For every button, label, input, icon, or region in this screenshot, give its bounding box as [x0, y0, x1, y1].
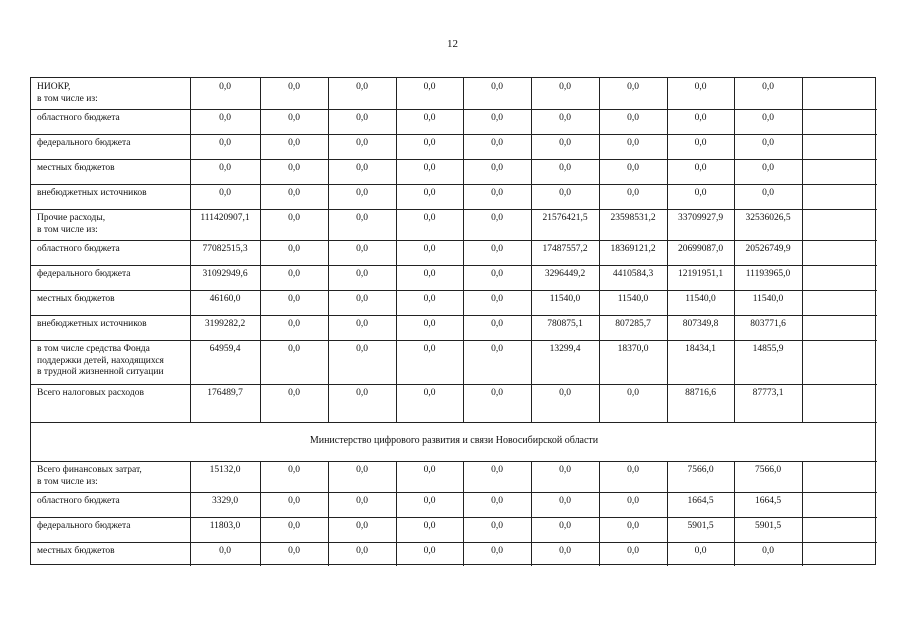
table-cell: 0,0 [356, 163, 368, 173]
table-cell: 21576421,5 [542, 213, 588, 223]
table-cell: 0,0 [559, 546, 571, 556]
table-cell: 0,0 [288, 521, 300, 531]
table-cell: 11540,0 [685, 294, 716, 304]
table-cell: 0,0 [762, 138, 774, 148]
table-cell: 3296449,2 [544, 269, 586, 279]
table-cell: 0,0 [423, 213, 436, 223]
table-cell: 803771,6 [750, 319, 786, 329]
table-cell: 32536026,5 [745, 213, 791, 223]
row-rule [31, 542, 877, 543]
table-cell: 0,0 [491, 465, 503, 475]
table-cell: 14855,9 [752, 344, 784, 354]
table-cell: 0,0 [356, 213, 368, 223]
table-cell: 0,0 [491, 521, 503, 531]
table-cell: 64959,4 [209, 344, 241, 354]
table-cell: 0,0 [491, 344, 503, 354]
table-cell: 0,0 [288, 163, 300, 173]
row-rule [31, 315, 877, 316]
row-label: НИОКР, в том числе из: [37, 82, 98, 104]
table-cell: 0,0 [559, 388, 571, 398]
row-rule [31, 422, 877, 423]
table-cell: 0,0 [288, 344, 300, 354]
table-cell: 0,0 [491, 546, 503, 556]
column-rule [734, 78, 735, 422]
row-label: федерального бюджета [37, 269, 131, 279]
table-cell: 0,0 [423, 546, 436, 556]
table-cell: 0,0 [627, 138, 639, 148]
row-label: в том числе средства Фонда поддержки детей, находящихся в трудной жизненной ситуации [37, 344, 164, 377]
table-cell: 0,0 [627, 496, 639, 506]
row-label: областного бюджета [37, 496, 120, 506]
table-cell: 0,0 [423, 244, 436, 254]
table-cell: 0,0 [491, 269, 503, 279]
row-rule [31, 184, 877, 185]
table-cell: 12191951,1 [677, 269, 724, 279]
column-rule [667, 78, 668, 422]
table-cell: 0,0 [356, 244, 368, 254]
table-cell: 0,0 [288, 388, 300, 398]
table-cell: 87773,1 [752, 388, 784, 398]
table-cell: 0,0 [491, 82, 503, 92]
table-cell: 0,0 [356, 138, 368, 148]
table-cell: 0,0 [423, 294, 436, 304]
table-cell: 15132,0 [209, 465, 241, 475]
row-rule [31, 209, 877, 210]
table-cell: 0,0 [423, 188, 436, 198]
row-rule [31, 290, 877, 291]
table-cell: 0,0 [762, 188, 774, 198]
table-cell: 0,0 [356, 465, 368, 475]
table-cell: 0,0 [288, 269, 300, 279]
row-rule [31, 384, 877, 385]
row-label: Всего налоговых расходов [37, 388, 144, 398]
table-cell: 0,0 [762, 113, 774, 123]
column-rule [463, 78, 464, 422]
table-cell: 0,0 [288, 319, 300, 329]
table-cell: 0,0 [694, 546, 707, 556]
table-cell: 11803,0 [209, 521, 241, 531]
table-cell: 0,0 [288, 113, 300, 123]
table-cell: 0,0 [356, 294, 368, 304]
column-rule [190, 461, 191, 566]
table-cell: 7566,0 [687, 465, 714, 475]
column-rule [396, 461, 397, 566]
table-cell: 0,0 [559, 521, 571, 531]
table-cell: 0,0 [491, 113, 503, 123]
table-cell: 0,0 [288, 465, 300, 475]
row-rule [31, 134, 877, 135]
table-cell: 0,0 [423, 465, 436, 475]
row-rule [31, 340, 877, 341]
table-cell: 1664,5 [754, 496, 782, 506]
column-rule [734, 461, 735, 566]
row-rule [31, 517, 877, 518]
table-cell: 0,0 [356, 388, 368, 398]
table-cell: 0,0 [762, 546, 774, 556]
table-cell: 0,0 [356, 188, 368, 198]
table-cell: 3329,0 [211, 496, 239, 506]
row-rule [31, 159, 877, 160]
table-cell: 0,0 [694, 138, 707, 148]
table-cell: 0,0 [423, 496, 436, 506]
table-cell: 0,0 [356, 269, 368, 279]
row-label: местных бюджетов [37, 163, 115, 173]
table-cell: 0,0 [219, 113, 231, 123]
table-cell: 0,0 [219, 138, 231, 148]
table-cell: 780875,1 [547, 319, 583, 329]
table-cell: 0,0 [559, 465, 571, 475]
table-cell: 0,0 [423, 138, 436, 148]
table-cell: 11540,0 [617, 294, 649, 304]
table-cell: 0,0 [356, 319, 368, 329]
table-cell: 807349,8 [682, 319, 719, 329]
table-cell: 0,0 [219, 82, 231, 92]
table-cell: 0,0 [219, 546, 231, 556]
table-cell: 20526749,9 [745, 244, 791, 254]
table-cell: 33709927,9 [677, 213, 724, 223]
column-rule [599, 461, 600, 566]
table-cell: 31092949,6 [202, 269, 248, 279]
column-rule [531, 78, 532, 422]
table-cell: 18370,0 [617, 344, 649, 354]
column-rule [531, 461, 532, 566]
table-cell: 5901,5 [687, 521, 714, 531]
table-cell: 0,0 [423, 269, 436, 279]
table-cell: 0,0 [423, 521, 436, 531]
table-cell: 4410584,3 [612, 269, 654, 279]
table-cell: 7566,0 [754, 465, 782, 475]
table-cell: 0,0 [559, 82, 571, 92]
row-label: областного бюджета [37, 113, 120, 123]
table-cell: 0,0 [288, 294, 300, 304]
table-cell: 0,0 [491, 188, 503, 198]
table-cell: 0,0 [694, 163, 707, 173]
table-cell: 0,0 [356, 521, 368, 531]
column-rule [802, 461, 803, 566]
column-rule [190, 78, 191, 422]
row-label: местных бюджетов [37, 294, 115, 304]
column-rule [328, 461, 329, 566]
table-cell: 46160,0 [209, 294, 241, 304]
column-rule [599, 78, 600, 422]
row-rule [31, 109, 877, 110]
table-cell: 0,0 [356, 113, 368, 123]
table-cell: 0,0 [627, 188, 639, 198]
table-cell: 0,0 [423, 319, 436, 329]
table-cell: 176489,7 [207, 388, 243, 398]
table-cell: 0,0 [288, 244, 300, 254]
table-cell: 0,0 [627, 521, 639, 531]
table-cell: 17487557,2 [542, 244, 588, 254]
row-rule [31, 492, 877, 493]
table-cell: 0,0 [627, 82, 639, 92]
table-cell: 0,0 [356, 344, 368, 354]
row-label: местных бюджетов [37, 546, 115, 556]
column-rule [396, 78, 397, 422]
table-cell: 0,0 [491, 138, 503, 148]
table-cell: 0,0 [627, 546, 639, 556]
table-cell: 0,0 [694, 188, 707, 198]
row-label: федерального бюджета [37, 138, 131, 148]
table-cell: 0,0 [627, 113, 639, 123]
row-rule [31, 240, 877, 241]
table-cell: 5901,5 [754, 521, 782, 531]
table-cell: 0,0 [559, 188, 571, 198]
table-cell: 1664,5 [687, 496, 714, 506]
table-cell: 0,0 [491, 496, 503, 506]
table-cell: 0,0 [288, 213, 300, 223]
table-cell: 0,0 [762, 82, 774, 92]
table-cell: 23598531,2 [610, 213, 656, 223]
column-rule [667, 461, 668, 566]
table-cell: 0,0 [559, 138, 571, 148]
column-rule [260, 461, 261, 566]
table-cell: 0,0 [423, 163, 436, 173]
table-cell: 0,0 [288, 188, 300, 198]
table-cell: 0,0 [559, 496, 571, 506]
budget-table [30, 77, 876, 565]
page-number: 12 [447, 38, 458, 50]
table-cell: 0,0 [356, 496, 368, 506]
table-cell: 20699087,0 [677, 244, 724, 254]
table-cell: 0,0 [627, 465, 639, 475]
table-cell: 18369121,2 [610, 244, 656, 254]
row-label: областного бюджета [37, 244, 120, 254]
column-rule [260, 78, 261, 422]
table-cell: 0,0 [627, 388, 639, 398]
table-cell: 111420907,1 [200, 213, 250, 223]
table-cell: 88716,6 [685, 388, 716, 398]
table-cell: 0,0 [288, 496, 300, 506]
table-cell: 0,0 [356, 546, 368, 556]
table-cell: 0,0 [423, 82, 436, 92]
table-cell: 0,0 [762, 163, 774, 173]
table-cell: 0,0 [491, 388, 503, 398]
table-cell: 13299,4 [549, 344, 581, 354]
column-rule [328, 78, 329, 422]
row-label: Прочие расходы, в том числе из: [37, 213, 106, 235]
table-cell: 0,0 [423, 344, 436, 354]
table-cell: 0,0 [559, 113, 571, 123]
row-label: федерального бюджета [37, 521, 131, 531]
table-cell: 0,0 [491, 244, 503, 254]
table-cell: 11540,0 [752, 294, 784, 304]
table-cell: 0,0 [288, 82, 300, 92]
table-cell: 3199282,2 [204, 319, 246, 329]
table-cell: 0,0 [219, 188, 231, 198]
table-cell: 0,0 [491, 163, 503, 173]
table-cell: 0,0 [559, 163, 571, 173]
table-cell: 0,0 [288, 546, 300, 556]
row-label: Всего финансовых затрат, в том числе из: [37, 465, 142, 487]
row-label: внебюджетных источников [37, 319, 147, 329]
table-cell: 0,0 [288, 138, 300, 148]
table-cell: 0,0 [219, 163, 231, 173]
table-cell: 77082515,3 [202, 244, 248, 254]
row-rule [31, 265, 877, 266]
column-rule [802, 78, 803, 422]
table-cell: 0,0 [423, 113, 436, 123]
table-cell: 11193965,0 [745, 269, 791, 279]
table-cell: 0,0 [423, 388, 436, 398]
table-cell: 0,0 [694, 113, 707, 123]
table-cell: 0,0 [491, 213, 503, 223]
table-cell: 0,0 [694, 82, 707, 92]
table-cell: 11540,0 [549, 294, 581, 304]
table-cell: 0,0 [491, 319, 503, 329]
section-title: Министерство цифрового развития и связи Новосибирской области [309, 435, 599, 446]
table-cell: 807285,7 [615, 319, 651, 329]
table-cell: 0,0 [627, 163, 639, 173]
column-rule [463, 461, 464, 566]
table-cell: 0,0 [356, 82, 368, 92]
table-cell: 18434,1 [685, 344, 716, 354]
row-label: внебюджетных источников [37, 188, 147, 198]
table-cell: 0,0 [491, 294, 503, 304]
